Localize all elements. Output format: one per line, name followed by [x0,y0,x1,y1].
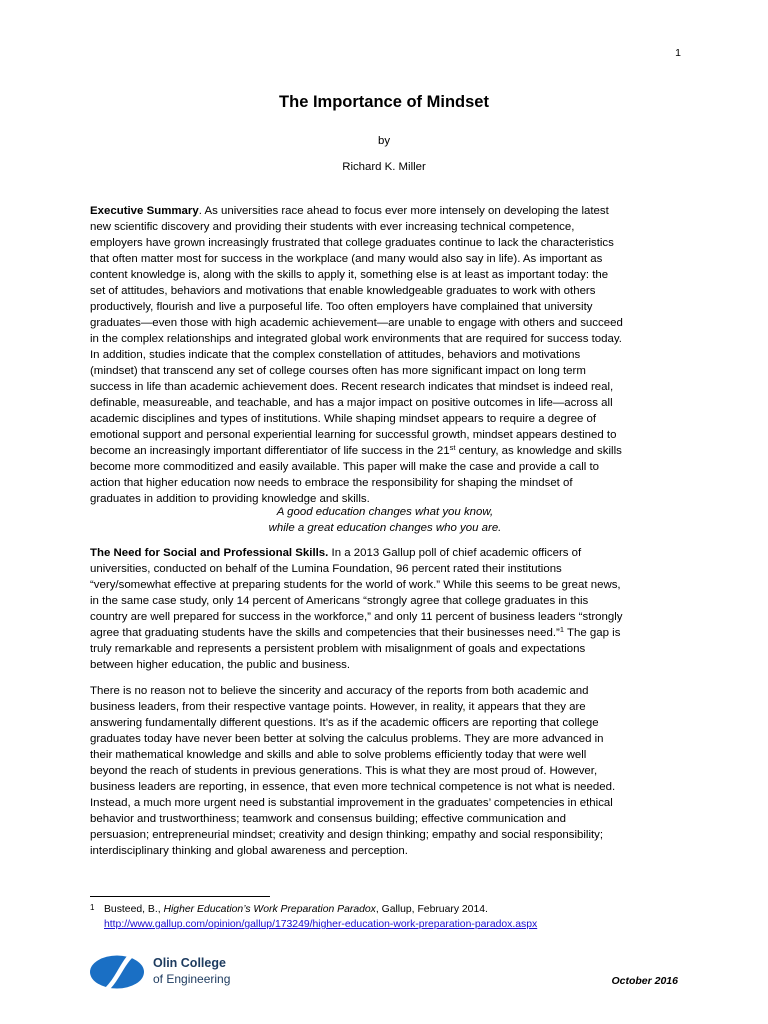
ordinal-superscript: st [449,443,456,452]
page-number: 1 [675,47,681,59]
paragraph-line: interdisciplinary thinking and global awareness and perception. [90,845,408,857]
paragraph-line: There is no reason not to believe the sincerity and accuracy of the reports from both academic and [90,685,589,697]
paragraph-line: “very/somewhat effective at preparing students for the world of work.” While this seems to be great news, [90,579,621,591]
paragraph-line: truly remarkable and represents a persistent problem with misalignment of goals and expectations [90,643,586,655]
paragraph-line: new scientific discovery and providing their students with ever increasing technical competence, [90,221,575,233]
executive-summary-paragraph [90,203,680,507]
paragraph-line: In addition, studies indicate that the complex constellation of attitudes, behaviors and motivations [90,349,581,361]
footnote [90,902,690,932]
paragraph-line: definable, measureable, and teachable, and has a major impact on positive outcomes in life—across all [90,397,613,409]
paragraph-line: The Need for Social and Professional Skills. In a 2013 Gallup poll of chief academic officers of [90,547,582,559]
paragraph-line: become an increasingly important differentiator of life success in the 21st century, as knowledge and skills [90,443,622,457]
paragraph-line: business leaders are reporting, in essence, that even more technical competence is not what is needed. [90,781,616,793]
olin-logo-icon [89,954,145,990]
paragraph-line: answering fundamentally different questions. It’s as if the academic officers are reporting that college [90,717,599,729]
footnote-mark: 1 [90,903,95,912]
paragraph-line: action that higher education now needs to embrace the responsibility for shaping the mindset of [90,477,573,489]
paragraph-line: in the same case study, only 14 percent of Americans “strongly agree that college graduates in this [90,595,589,607]
olin-college-logo [89,954,239,990]
paragraph-line: employers have grown increasingly frustrated that college graduates continue to lack the characteristics [90,237,614,249]
paragraph-line: graduates in addition to providing knowledge and skills. [90,493,370,505]
paragraph-line: Executive Summary. As universities race ahead to focus ever more intensely on developing the latest [90,205,609,217]
author-name: Richard K. Miller [342,161,426,173]
paragraph-line: country are well prepared for success in the workforce,” and only 11 percent of business leaders “strongly [90,611,623,623]
paragraph-line: in the complex relationships and integrated global work environments that are required for success today. [90,333,622,345]
paragraph-line: become more commoditized and easily available. This paper will make the case and provide a call to [90,461,600,473]
paragraph-line: emotional support and personal experiential learning for successful growth, mindset appears destined to [90,429,617,441]
paragraph-line: set of attitudes, behaviors and motivations that enable knowledgeable graduates to work with others [90,285,596,297]
need-section-paragraph [90,545,680,673]
paragraph-line: between higher education, the public and business. [90,659,351,671]
paragraph-line: (mindset) that transcend any set of college courses often has more significant impact on long term [90,365,586,377]
footnote-divider [90,896,270,897]
paragraph-line: success in life than academic achievement does. Recent research indicates that mindset is indeed real, [90,381,614,393]
footnote-citation: Busteed, B., Higher Education’s Work Preparation Paradox, Gallup, February 2014. [104,904,488,915]
paragraph-line: academic disciplines and types of institutions. While shaping mindset appears to require a degree of [90,413,597,425]
footnote-url-link[interactable]: http://www.gallup.com/opinion/gallup/173249/higher-education-work-preparation-paradox.aspx [104,919,538,930]
logo-text-line2: of Engineering [153,972,231,986]
paragraph-line: Instead, a much more urgent need is substantial improvement in the graduates’ competencies in ethical [90,797,613,809]
paragraph-line: graduates today have never been better at solving the calculus problems. They are more advanced in [90,733,604,745]
epigraph-quote [90,504,680,536]
paragraph-line: that often matter most for success in the workplace (and many would also say in life). As important as [90,253,603,265]
paragraph-line: content knowledge is, along with the skills to apply it, something else is at least as important today: the [90,269,609,281]
document-title: The Importance of Mindset [279,93,489,111]
footnote-reference[interactable]: 1 [559,625,565,634]
logo-text-line1: Olin College [153,956,226,970]
paragraph-line: productively, flourish and live a purposeful life. Too often employers have complained that university [90,301,593,313]
vantage-points-paragraph [90,683,680,859]
need-section-heading: The Need for Social and Professional Skills. [90,547,329,559]
executive-summary-heading: Executive Summary [90,205,199,217]
paragraph-line: their mathematical knowledge and skills and able to solve problems efficiently today that were well [90,749,587,761]
byline: by [377,135,391,147]
paragraph-line: behavior and trustworthiness; teamwork and consensus building; effective communication and [90,813,566,825]
quote-line: while a great education changes who you are. [268,522,502,534]
paragraph-line: universities, conducted on behalf of the Lumina Foundation, 96 percent rated their institutions [90,563,562,575]
document-date: October 2016 [611,975,678,987]
paragraph-line: persuasion; entrepreneurial mindset; creativity and design thinking; empathy and social responsibility; [90,829,604,841]
paragraph-line: agree that graduating students have the skills and competencies that their businesses need.”$^1$ The gap is [90,625,621,639]
paragraph-line: beyond the reach of students in previous generations. This is what they are most proud of. However, [90,765,598,777]
paragraph-line: graduates—even those with high academic achievement—are unable to engage with others and succeed [90,317,623,329]
quote-line: A good education changes what you know, [276,506,494,518]
paragraph-line: business leaders, from their respective vantage points. However, in reality, it appears that they are [90,701,586,713]
